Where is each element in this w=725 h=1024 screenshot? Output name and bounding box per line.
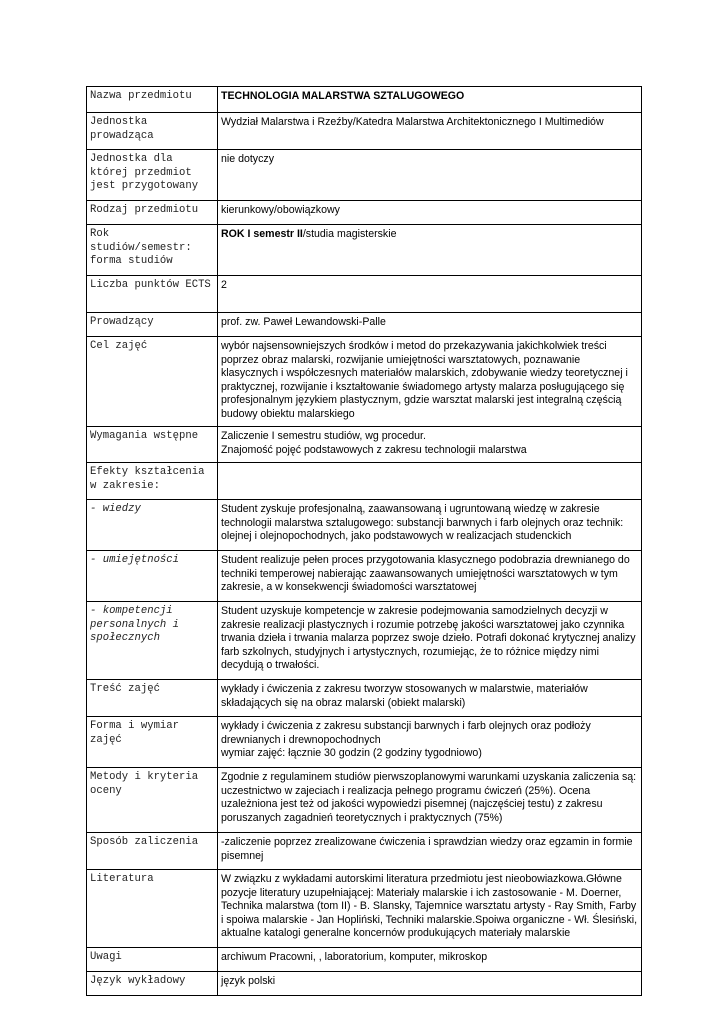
row-skills — [87, 551, 642, 602]
value-language: język polski — [218, 972, 642, 996]
value-lecturer: prof. zw. Paweł Lewandowski-Palle — [218, 313, 642, 337]
row-effects — [87, 463, 642, 500]
row-passing — [87, 833, 642, 870]
form-line-2: wymiar zajęć: łącznie 30 godzin (2 godziny tygodniowo) — [221, 747, 482, 759]
row-ects — [87, 276, 642, 313]
label-year: Rok studiów/semestr: forma studiów — [87, 225, 218, 276]
label-form: Forma i wymiar zajęć — [87, 717, 218, 768]
label-language: Język wykładowy — [87, 972, 218, 996]
row-knowledge — [87, 500, 642, 551]
label-aim: Cel zajęć — [87, 337, 218, 427]
form-line-1: wykłady i ćwiczenia z zakresu substancji barwnych i farb olejnych oraz podłoży drewnianych i drewnopochodnych — [221, 720, 591, 746]
label-effects: Efekty kształcenia w zakresie: — [87, 463, 218, 500]
value-prep-unit: nie dotyczy — [218, 150, 642, 201]
label-ects: Liczba punktów ECTS — [87, 276, 218, 313]
value-aim: wybór najsensowniejszych środków i metod do przekazywania jakichkolwiek treści poprzez obraz malarski, rozwijanie umiejętności warsztatowych, poznawanie klasycznych i współczesnych materiałów malarskich, zdobywanie wiedzy teoretycznej i praktycznej, rozwijanie i kształtowanie świadomego artysty malarza posługującego się profesjonalnym językiem plastycznym, gdzie warsztat malarski jest integralną częścią budowy obiektu malarskiego — [218, 337, 642, 427]
label-notes: Uwagi — [87, 948, 218, 972]
label-passing: Sposób zaliczenia — [87, 833, 218, 870]
label-methods: Metody i kryteria oceny — [87, 768, 218, 833]
row-notes — [87, 948, 642, 972]
label-unit: Jednostka prowadząca — [87, 113, 218, 150]
value-year-bold: ROK I semestr II — [221, 228, 303, 240]
row-methods — [87, 768, 642, 833]
value-form — [218, 717, 642, 768]
requirements-line-2: Znajomość pojęć podstawowych z zakresu technologii malarstwa — [221, 443, 527, 456]
value-content: wykłady i ćwiczenia z zakresu tworzyw stosowanych w malarstwie, materiałów składających się na obraz malarski (obiekt malarski) — [218, 680, 642, 717]
row-kind — [87, 201, 642, 225]
value-subject-name — [218, 87, 642, 113]
label-skills: - umiejętności — [87, 551, 218, 602]
syllabus-table — [86, 86, 642, 996]
value-ects: 2 — [218, 276, 642, 313]
row-content — [87, 680, 642, 717]
label-literature: Literatura — [87, 870, 218, 948]
value-year — [218, 225, 642, 276]
label-knowledge: - wiedzy — [87, 500, 218, 551]
requirements-line-1: Zaliczenie I semestru studiów, wg procedur. — [221, 430, 426, 442]
value-methods: Zgodnie z regulaminem studiów pierwszoplanowymi warunkami uzyskania zaliczenia są: uczestnictwo w zajeciach i realizacja pełnego programu ćwiczeń (25%). Ocena uzależniona jest też od jakości wypowiedzi pisemnej (najczęściej testu) z zakresu poruszanych zagadnień teoretycznych i praktycznych (75%) — [218, 768, 642, 833]
value-skills: Student realizuje pełen proces przygotowania klasycznego podobrazia drewnianego do techniki temperowej nabierając zaawansowanych umiejętności warsztatowych w tym zakresie, a w konsekwencji świadomości warsztatowej — [218, 551, 642, 602]
row-year — [87, 225, 642, 276]
row-aim — [87, 337, 642, 427]
row-lecturer — [87, 313, 642, 337]
subject-title: TECHNOLOGIA MALARSTWA SZTALUGOWEGO — [221, 90, 465, 102]
label-subject-name: Nazwa przedmiotu — [87, 87, 218, 113]
value-requirements — [218, 427, 642, 463]
value-knowledge: Student zyskuje profesjonalną, zaawansowaną i ugruntowaną wiedzę w zakresie technologii malarstwa sztalugowego: substancji barwnych i farb olejnych oraz technik: olejnej i olejnopochodnych, jako podstawowych w realizacjach studenckich — [218, 500, 642, 551]
row-form — [87, 717, 642, 768]
value-competences: Student uzyskuje kompetencje w zakresie podejmowania samodzielnych decyzji w zakresie realizacji plastycznych i rozumie potrzebę jakości warsztatowej jako czynnika trwania dzieła i trwania malarza poprzez swoje dzieło. Potrafi dokonać krytycznej analizy farb szkolnych, studyjnych i artystycznych, rozumiejąc, że to różnice między nimi decydują o trwałości. — [218, 602, 642, 680]
value-notes: archiwum Pracowni, , laboratorium, komputer, mikroskop — [218, 948, 642, 972]
label-prep-unit: Jednostka dla której przedmiot jest przygotowany — [87, 150, 218, 201]
row-unit — [87, 113, 642, 150]
row-subject-name — [87, 87, 642, 113]
syllabus-page — [86, 86, 642, 996]
label-requirements: Wymagania wstępne — [87, 427, 218, 463]
row-prep-unit — [87, 150, 642, 201]
row-requirements — [87, 427, 642, 463]
value-passing: -zaliczenie poprzez zrealizowane ćwiczenia i sprawdzian wiedzy oraz egzamin in formie pisemnej — [218, 833, 642, 870]
row-competences — [87, 602, 642, 680]
label-kind: Rodzaj przedmiotu — [87, 201, 218, 225]
value-literature: W związku z wykładami autorskimi literatura przedmiotu jest nieobowiazkowa.Główne pozycje literatury uzupełniającej: Materiały malarskie i ich zastosowanie - M. Doerner, Technika malarstwa (tom II) - B. Slansky, Tajemnice warsztatu artysty - Ray Smith, Farby i spoiwa malarskie - Jan Hopliński, Techniki malarskie.Spoiwa organiczne - Wł. Ślesiński, aktualne katalogi generalne koncernów produkujących materiały malarskie — [218, 870, 642, 948]
value-year-rest: /studia magisterskie — [302, 228, 397, 240]
label-lecturer: Prowadzący — [87, 313, 218, 337]
row-language — [87, 972, 642, 996]
value-effects — [218, 463, 642, 500]
row-literature — [87, 870, 642, 948]
label-competences: - kompetencji personalnych i społecznych — [87, 602, 218, 680]
label-content: Treść zajęć — [87, 680, 218, 717]
value-unit: Wydział Malarstwa i Rzeźby/Katedra Malarstwa Architektonicznego I Multimediów — [218, 113, 642, 150]
value-kind: kierunkowy/obowiązkowy — [218, 201, 642, 225]
